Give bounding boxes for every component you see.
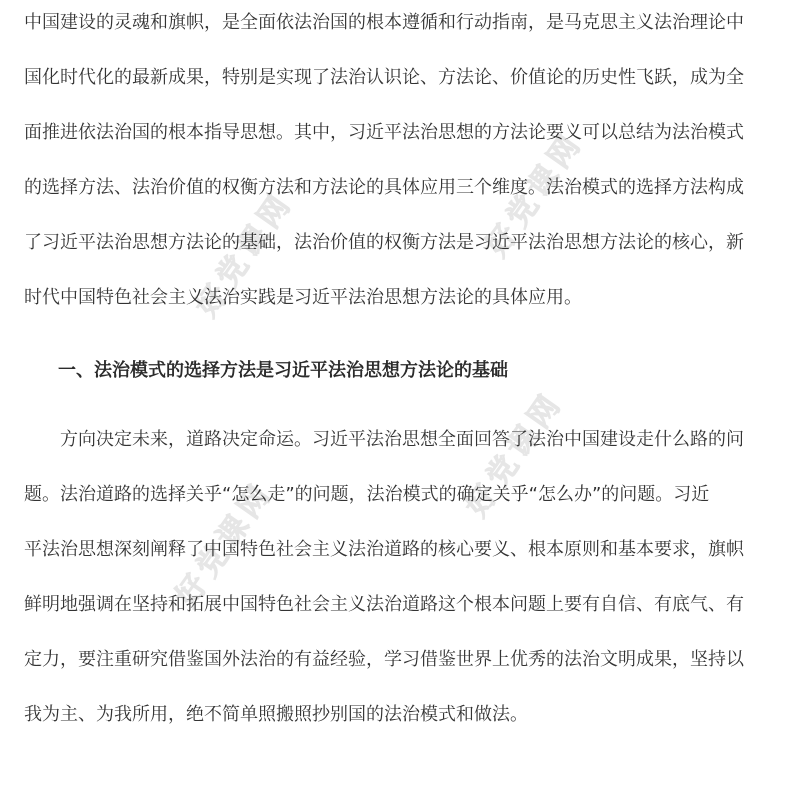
watermark-text: 好党课网 [189,184,301,324]
watermark-text: 好党课网 [479,124,591,264]
text-line: 了习近平法治思想方法论的基础，法治价值的权衡方法是习近平法治思想方法论的核心，新 [24,232,744,253]
text-line: 中国建设的灵魂和旗帜，是全面依法治国的根本遵循和行动指南，是马克思主义法治理论中 [24,12,744,33]
watermark-text: 好党课网 [459,384,571,524]
text-line: 方向决定未来，道路决定命运。习近平法治思想全面回答了法治中国建设走什么路的问 [60,429,744,450]
text-line: 鲜明地强调在坚持和拓展中国特色社会主义法治道路这个根本问题上要有自信、有底气、有 [24,594,744,615]
section-heading: 一、法治模式的选择方法是习近平法治思想方法论的基础 [58,360,508,381]
text-line: 时代中国特色社会主义法治实践是习近平法治思想方法论的具体应用。 [24,287,582,308]
text-line: 面推进依法治国的根本指导思想。其中，习近平法治思想的方法论要义可以总结为法治模式 [24,122,744,143]
text-line: 国化时代化的最新成果，特别是实现了法治认识论、方法论、价值论的历史性飞跃，成为全 [24,67,744,88]
document-body [24,0,784,742]
text-line: 的选择方法、法治价值的权衡方法和方法论的具体应用三个维度。法治模式的选择方法构成 [24,177,744,198]
text-line: 平法治思想深刻阐释了中国特色社会主义法治道路的核心要义、根本原则和基本要求，旗帜 [24,539,744,560]
text-line: 题。法治道路的选择关乎“怎么走”的问题，法治模式的确定关乎“怎么办”的问题。习近 [24,484,710,505]
watermark-text: 好党课网 [169,474,281,614]
section-paragraph [24,412,784,742]
text-line: 定力，要注重研究借鉴国外法治的有益经验，学习借鉴世界上优秀的法治文明成果，坚持以 [24,649,744,670]
intro-paragraph [24,0,784,325]
text-line: 我为主、为我所用，绝不简单照搬照抄别国的法治模式和做法。 [24,704,528,725]
